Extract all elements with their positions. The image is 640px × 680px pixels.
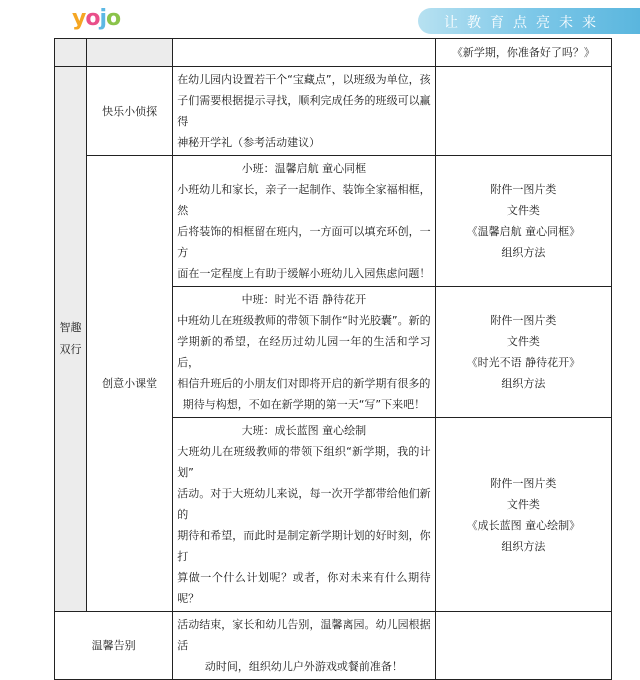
desc-line: 中班幼儿在班级教师的带领下制作“时光胶囊”。新的 — [177, 314, 431, 327]
desc-line: 相信升班后的小朋友们对即将开启的新学期有很多的 — [177, 377, 431, 390]
attachment-title: 《新学期，你准备好了吗？》 — [451, 46, 595, 59]
slogan-banner — [418, 8, 640, 34]
attachment-line: 文件类 — [506, 335, 540, 348]
attachment-cell — [435, 418, 611, 612]
page-header — [0, 0, 640, 40]
activity-name-cell — [55, 612, 173, 680]
table-row — [55, 612, 612, 680]
attachment-line: 文件类 — [506, 497, 540, 511]
activity-desc-cell — [173, 156, 435, 287]
logo-letter: o — [106, 6, 121, 31]
attachment-line: 组织方法 — [501, 377, 546, 390]
attachment-line: 《时光不语 静待花开》 — [466, 356, 581, 369]
attachment-line: 附件一图片类 — [490, 183, 557, 196]
desc-line: 期待与构想，不如在新学期的第一天“写”下来吧！ — [182, 398, 426, 411]
desc-line: 期待和希望，而此时是制定新学期计划的好时刻，你打 — [177, 529, 431, 563]
activity-desc-cell — [173, 418, 435, 612]
section-label-cell — [55, 67, 87, 612]
desc-line: 小班幼儿和家长，亲子一起制作、装饰全家福相框，然 — [177, 183, 431, 217]
logo-letter: j — [99, 6, 107, 31]
section-label-line: 双行 — [59, 343, 82, 356]
activity-name: 快乐小侦探 — [102, 104, 158, 118]
section-label-line: 智趣 — [59, 321, 82, 334]
desc-line: 活动。对于大班幼儿来说，每一次开学都带给他们新的 — [177, 487, 431, 521]
table-row — [55, 67, 612, 156]
attachment-line: 《温馨启航 童心同框》 — [466, 225, 581, 238]
desc-line: 面在一定程度上有助于缓解小班幼儿入园焦虑问题！ — [177, 267, 431, 280]
table-cell — [87, 39, 173, 67]
attachment-line: 组织方法 — [501, 246, 546, 259]
attachment-cell — [435, 287, 611, 418]
desc-line: 在幼儿园内设置若干个“宝藏点”，以班级为单位，孩 — [177, 73, 431, 86]
attachment-line: 组织方法 — [501, 539, 546, 553]
class-title: 小班：温馨启航 童心同框 — [241, 162, 367, 175]
attachment-cell — [435, 67, 611, 156]
logo-letter: o — [85, 6, 100, 31]
desc-line: 子们需要根据提示寻找，顺利完成任务的班级可以赢得 — [177, 94, 431, 128]
activity-desc-cell — [173, 287, 435, 418]
activity-name: 创意小课堂 — [102, 377, 158, 390]
desc-line: 学期新的希望，在经历过幼儿园一年的生活和学习后， — [177, 335, 431, 369]
desc-line: 神秘开学礼（参考活动建议） — [177, 136, 321, 149]
desc-line: 大班幼儿在班级教师的带领下组织“新学期，我的计划” — [177, 445, 431, 479]
activity-desc-cell — [173, 612, 435, 680]
activity-desc-cell — [173, 67, 435, 156]
table-row — [55, 156, 612, 287]
slogan-text: 让教育点亮未来 — [444, 15, 605, 31]
attachment-cell — [435, 612, 611, 680]
attachment-line: 《成长蓝图 童心绘制》 — [466, 518, 581, 532]
attachment-line: 附件一图片类 — [490, 476, 557, 490]
activity-name: 温馨告别 — [91, 639, 136, 652]
attachment-cell — [435, 39, 611, 67]
attachment-line: 附件一图片类 — [490, 314, 557, 327]
class-title: 中班：时光不语 静待花开 — [241, 293, 367, 306]
class-title: 大班：成长蓝图 童心绘制 — [241, 424, 367, 437]
attachment-cell — [435, 156, 611, 287]
table-cell — [55, 39, 87, 67]
desc-line: 动时间，组织幼儿户外游戏或餐前准备！ — [204, 660, 403, 673]
desc-line: 算做一个什么计划呢？或者，你对未来有什么期待呢？ — [177, 571, 431, 605]
logo-letter: y — [72, 6, 86, 31]
table-row — [55, 39, 612, 67]
table-cell — [173, 39, 435, 67]
desc-line: 后将装饰的相框留在班内，一方面可以填充环创，一方 — [177, 225, 431, 259]
activity-name-cell — [87, 67, 173, 156]
activity-table — [54, 38, 612, 680]
attachment-line: 文件类 — [506, 204, 540, 217]
yojo-logo — [72, 6, 120, 31]
desc-line: 活动结束，家长和幼儿告别，温馨离园。幼儿园根据活 — [177, 618, 431, 652]
activity-name-cell — [87, 156, 173, 612]
